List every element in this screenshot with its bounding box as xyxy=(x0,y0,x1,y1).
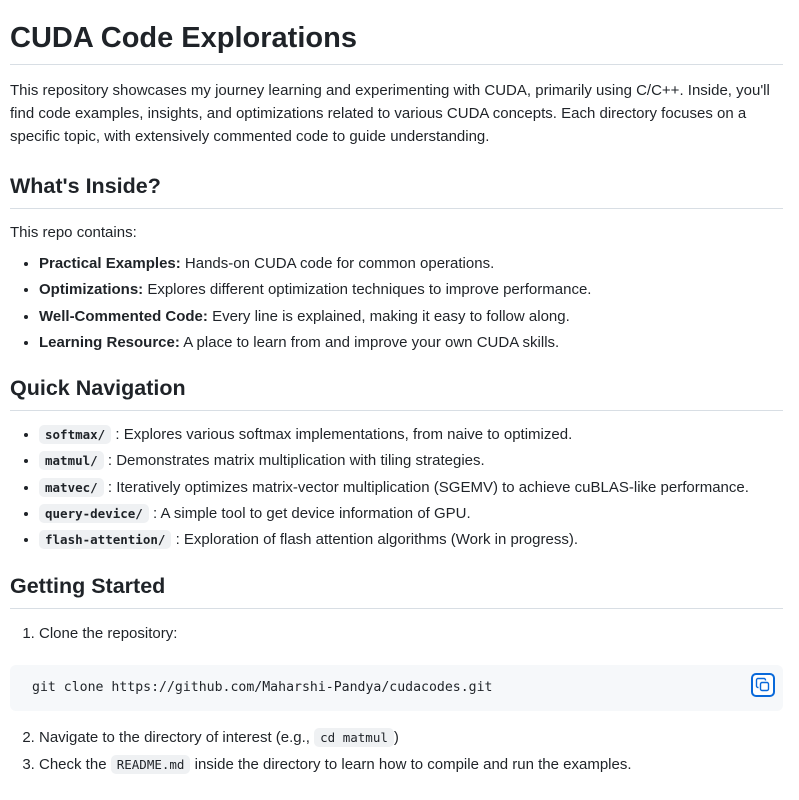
item-text: : Iteratively optimizes matrix-vector multiplication (SGEMV) to achieve cuBLAS-like performance. xyxy=(103,478,749,496)
item-label: Practical Examples: xyxy=(39,255,181,272)
step-navigate xyxy=(39,728,783,748)
list-item xyxy=(39,504,783,524)
code-block xyxy=(10,665,783,711)
inside-list xyxy=(10,254,783,353)
dir-code: matvec/ xyxy=(39,478,104,497)
inside-lead: This repo contains: xyxy=(10,224,137,241)
step-text: ) xyxy=(393,729,399,747)
step-text: Check the xyxy=(39,756,111,774)
item-text: A place to learn from and improve your own CUDA skills. xyxy=(179,333,560,351)
clone-command[interactable]: git clone https://github.com/Maharshi-Pandya/cudacodes.git xyxy=(32,680,493,696)
section-heading-getting-started: Getting Started xyxy=(10,572,783,609)
list-item xyxy=(39,254,783,274)
copy-icon xyxy=(755,677,771,693)
item-text: : Explores various softmax implementations, from naive to optimized. xyxy=(111,425,573,443)
navigation-list xyxy=(10,425,783,551)
dir-code: softmax/ xyxy=(39,425,111,444)
copy-button[interactable] xyxy=(751,673,775,697)
section-heading-whats-inside: What's Inside? xyxy=(10,172,783,209)
dir-code: query-device/ xyxy=(39,504,149,523)
item-text: Hands-on CUDA code for common operations. xyxy=(180,255,495,272)
list-item xyxy=(39,307,783,327)
step-clone: 1. Clone the repository: xyxy=(39,624,783,644)
section-heading-quick-navigation: Quick Navigation xyxy=(10,374,783,411)
list-item xyxy=(39,478,783,498)
list-item xyxy=(39,451,783,471)
item-text: : Exploration of flash attention algorithms (Work in progress). xyxy=(171,531,578,549)
intro-paragraph: This repository showcases my journey learning and experimenting with CUDA, primarily using C/C++. Inside, you'll find code examples, insights, and optimizations related to various CUDA concepts. Each directory focuses on a specific topic, with extensively commented code to guide understanding. xyxy=(10,82,770,145)
inline-code: README.md xyxy=(111,755,191,774)
step-text: inside the directory to learn how to compile and run the examples. xyxy=(190,756,632,774)
item-text: Every line is explained, making it easy to follow along. xyxy=(207,307,570,325)
item-text: Explores different optimization techniques to improve performance. xyxy=(143,281,592,299)
steps-list-continued xyxy=(10,728,783,775)
item-text: : A simple tool to get device information of GPU. xyxy=(148,505,471,523)
page-title: CUDA Code Explorations xyxy=(10,0,783,65)
list-item xyxy=(39,530,783,550)
list-item xyxy=(39,333,783,353)
item-label: Learning Resource: xyxy=(39,333,180,351)
item-label: Optimizations: xyxy=(39,281,144,299)
item-label: Well-Commented Code: xyxy=(39,307,208,325)
dir-code: matmul/ xyxy=(39,451,104,470)
list-item xyxy=(39,425,783,445)
list-item xyxy=(39,280,783,300)
steps-list-start xyxy=(10,624,783,644)
inline-code: cd matmul xyxy=(314,728,394,747)
item-text: : Demonstrates matrix multiplication with tiling strategies. xyxy=(103,452,485,470)
step-text: Navigate to the directory of interest (e.g., xyxy=(39,729,315,747)
dir-code: flash-attention/ xyxy=(39,530,171,549)
step-readme xyxy=(39,755,783,775)
